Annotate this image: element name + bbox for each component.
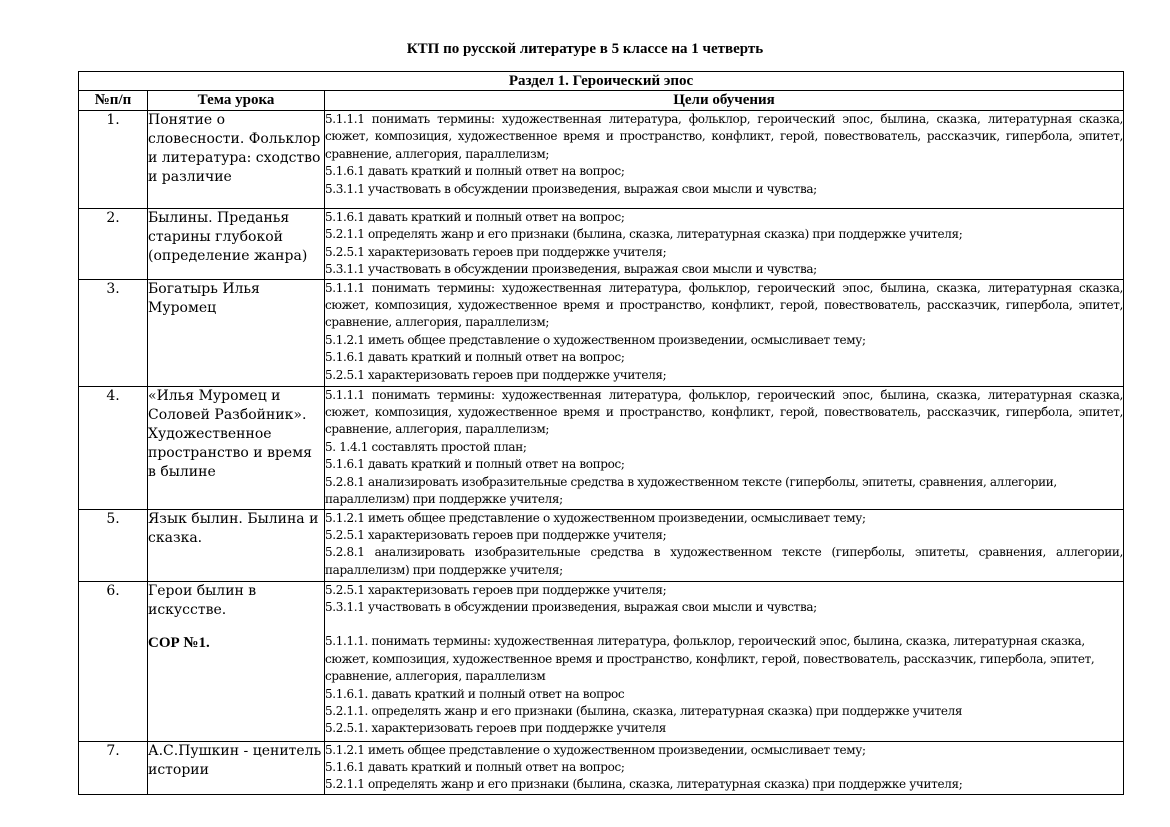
- table-row: [79, 386, 1124, 509]
- goal-item: 5.3.1.1 участвовать в обсуждении произведения, выражая свои мысли и чувства;: [325, 600, 817, 615]
- goal-item: 5.2.5.1 характеризовать героев при поддержке учителя;: [325, 582, 667, 597]
- lesson-topic-text: Герои былин в искусстве.: [148, 582, 257, 618]
- goal-item: 5.2.5.1 характеризовать героев при поддержке учителя;: [325, 367, 667, 382]
- lesson-topic: [148, 581, 325, 741]
- row-number: 7.: [79, 741, 148, 794]
- goal-item: 5.1.2.1 иметь общее представление о художественном произведении, осмысливает тему;: [325, 332, 866, 347]
- section-title: Раздел 1. Героический эпос: [79, 72, 1124, 91]
- header-goals: Цели обучения: [325, 91, 1124, 111]
- table-row: [79, 509, 1124, 581]
- table-row: [79, 279, 1124, 386]
- ktp-table: [78, 71, 1124, 795]
- goal-item: 5.2.1.1. определять жанр и его признаки (былина, сказка, литературная сказка) при поддержке учителя: [325, 704, 963, 719]
- learning-goals: [325, 741, 1124, 794]
- learning-goals: [325, 279, 1124, 386]
- goal-item: 5.2.1.1 определять жанр и его признаки (былина, сказка, литературная сказка) при поддержке учителя;: [325, 227, 963, 242]
- table-row: [79, 741, 1124, 794]
- goal-item: 5.2.5.1 характеризовать героев при поддержке учителя;: [325, 244, 667, 259]
- goal-item: 5.3.1.1 участвовать в обсуждении произведения, выражая свои мысли и чувства;: [325, 181, 817, 196]
- lesson-topic: А.С.Пушкин - ценитель истории: [148, 741, 325, 794]
- row-number: 1.: [79, 111, 148, 209]
- goal-item: 5.1.6.1 давать краткий и полный ответ на вопрос;: [325, 760, 625, 775]
- row-number: 4.: [79, 386, 148, 509]
- goal-item: 5.1.6.1. давать краткий и полный ответ на вопрос: [325, 686, 625, 701]
- row-number: 6.: [79, 581, 148, 741]
- table-row: [79, 209, 1124, 280]
- header-num: №п/п: [79, 91, 148, 111]
- goal-item: 5.2.5.1 характеризовать героев при поддержке учителя;: [325, 528, 667, 543]
- lesson-topic: «Илья Муромец и Соловей Разбойник». Художественное пространство и время в былине: [148, 386, 325, 509]
- header-topic: Тема урока: [148, 91, 325, 111]
- goal-item: 5.1.6.1 давать краткий и полный ответ на вопрос;: [325, 350, 625, 365]
- goal-item: 5.2.8.1 анализировать изобразительные средства в художественном тексте (гиперболы, эпитеты, сравнения, аллегории, параллелизм) при поддержке учителя;: [325, 474, 1057, 507]
- learning-goals: [325, 509, 1124, 581]
- lesson-topic: Богатырь Илья Муромец: [148, 279, 325, 386]
- learning-goals: [325, 209, 1124, 280]
- row-number: 3.: [79, 279, 148, 386]
- header-row: [79, 91, 1124, 111]
- goal-item: 5.1.1.1 понимать термины: художественная литература, фольклор, героический эпос, былина, сказка, литературная сказка, сюжет, композиция, художественное время и пространство, конфликт, герой, повествователь, рассказчик, гипербола, эпитет, сравнение, аллегория, параллелизм;: [325, 112, 1123, 161]
- document-title: КТП по русской литературе в 5 классе на 1 четверть: [406, 41, 764, 57]
- learning-goals: [325, 386, 1124, 509]
- goal-item: 5.1.2.1 иметь общее представление о художественном произведении, осмысливает тему;: [325, 510, 866, 525]
- lesson-topic: Былины. Преданья старины глубокой (определение жанра): [148, 209, 325, 280]
- goal-item: 5.1.6.1 давать краткий и полный ответ на вопрос;: [325, 164, 625, 179]
- goal-item: 5.2.8.1 анализировать изобразительные средства в художественном тексте (гиперболы, эпитеты, сравнения, аллегории, параллелизм) при поддержке учителя;: [325, 545, 1123, 577]
- goal-item: 5.1.1.1 понимать термины: художественная литература, фольклор, героический эпос, былина, сказка, литературная сказка, сюжет, композиция, художественное время и пространство, конфликт, герой, повествователь, рассказчик, гипербола, эпитет, сравнение, аллегория, параллелизм;: [325, 280, 1123, 330]
- goal-item: 5.2.5.1. характеризовать героев при поддержке учителя: [325, 721, 667, 736]
- goal-item: 5. 1.4.1 составлять простой план;: [325, 439, 527, 454]
- goal-item: 5.1.6.1 давать краткий и полный ответ на вопрос;: [325, 457, 625, 472]
- lesson-topic: Понятие о словесности. Фольклор и литература: сходство и различие: [148, 111, 325, 209]
- assessment-label: СОР №1.: [148, 634, 210, 651]
- row-number: 2.: [79, 209, 148, 280]
- goal-item: 5.3.1.1 участвовать в обсуждении произведения, выражая свои мысли и чувства;: [325, 262, 817, 277]
- goal-item: 5.1.2.1 иметь общее представление о художественном произведении, осмысливает тему;: [325, 742, 866, 757]
- table-row: [79, 111, 1124, 209]
- section-row: [79, 72, 1124, 91]
- table-row: [79, 581, 1124, 741]
- goal-item: 5.1.6.1 давать краткий и полный ответ на вопрос;: [325, 210, 625, 224]
- goal-item: 5.2.1.1 определять жанр и его признаки (былина, сказка, литературная сказка) при поддержке учителя;: [325, 777, 963, 792]
- learning-goals: [325, 581, 1124, 741]
- goal-item: 5.1.1.1. понимать термины: художественная литература, фольклор, героический эпос, былина, сказка, литературная сказка, сюжет, композиция, художественное время и пространство, конфликт, герой, повествователь, рассказчик, гипербола, эпитет, сравнение, аллегория, параллелизм: [325, 634, 1095, 684]
- lesson-topic: Язык былин. Былина и сказка.: [148, 509, 325, 581]
- learning-goals: [325, 111, 1124, 209]
- goal-item: 5.1.1.1 понимать термины: художественная литература, фольклор, героический эпос, былина, сказка, литературная сказка, сюжет, композиция, художественное время и пространство, конфликт, герой, повествователь, рассказчик, гипербола, эпитет, сравнение, аллегория, параллелизм;: [325, 387, 1123, 437]
- row-number: 5.: [79, 509, 148, 581]
